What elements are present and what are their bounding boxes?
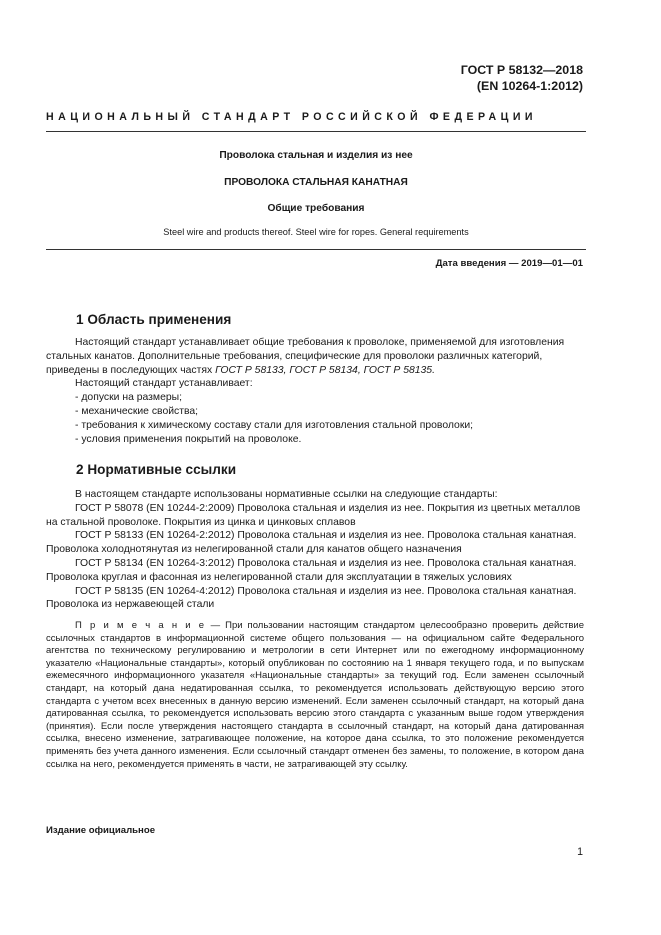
section-2-body (46, 488, 584, 612)
section-1-para-1-refs: ГОСТ Р 58133, ГОСТ Р 58134, ГОСТ Р 58135. (215, 364, 435, 376)
gost-number-line2: (EN 10264-1:2012) (476, 79, 583, 93)
introduction-date: Дата введения — 2019—01—01 (435, 258, 583, 269)
list-item: - допуски на размеры; (75, 392, 182, 404)
title-group: Проволока стальная и изделия из нее (219, 150, 413, 161)
section-1-heading: 1 Область применения (76, 312, 232, 327)
section-1-para-1 (46, 336, 584, 377)
note (46, 620, 584, 771)
list-item: - условия применения покрытий на проволоке. (75, 433, 302, 445)
note-text: — При пользовании настоящим стандартом целесообразно проверить действие ссылочных стандартов в информационной системе общего пользования — на официальном сайте Федерального агентства по техническому регулированию и метрологии в сети Интернет или по ежегодному информационному указателю «Национальные стандарты», который опубликован по состоянию на 1 января текущего года, и по выпускам ежемесячного информационного указателя «Национальные стандарты» за текущий год. Если заменен ссылочный стандарт, на который дана недатированная ссылка, то рекомендуется использовать действующую версию этого стандарта с учетом всех внесенных в данную версию изменений. Если заменен ссылочный стандарт, на который дана датированная ссылка, то рекомендуется использовать версию этого стандарта с указанным выше годом утверждения (принятия). Если после утверждения настоящего стандарта в ссылочный стандарт, на который дана датированная ссылка, внесено изменение, затрагивающее положение, на которое дана ссылка, то это положение рекомендуется применять без учета данного изменения. Если ссылочный стандарт отменен без замены, то положение, в котором дана ссылка на него, рекомендуется применять в части, не затрагивающей эту ссылку. (46, 620, 584, 770)
section-1-para-2: Настоящий стандарт устанавливает: (75, 378, 253, 390)
official-edition-label: Издание официальное (46, 825, 156, 836)
section-2-heading: 2 Нормативные ссылки (76, 462, 237, 477)
note-label: П р и м е ч а н и е (75, 620, 206, 631)
gost-number-line1: ГОСТ Р 58132—2018 (460, 63, 583, 77)
reference-item: ГОСТ Р 58134 (EN 10264-3:2012) Проволока стальная и изделия из нее. Проволока стальная канатная. Проволока круглая и фасонная из нелегированной стали для эксплуатации в тяжелых условиях (46, 557, 577, 583)
title-english: Steel wire and products thereof. Steel wire for ropes. General requirements (163, 227, 469, 237)
section-1-para-1-text: Настоящий стандарт устанавливает общие требования к проволоке, применяемой для изготовления стальных канатов. Дополнительные требования, специфические для проволоки различных категорий, приведены в последующих частях (46, 337, 565, 376)
gost-number (461, 62, 583, 94)
national-standard-heading: НАЦИОНАЛЬНЫЙ СТАНДАРТ РОССИЙСКОЙ ФЕДЕРАЦИИ (46, 111, 537, 123)
reference-item: ГОСТ Р 58135 (EN 10264-4:2012) Проволока стальная и изделия из нее. Проволока стальная канатная. Проволока из нержавеющей стали (46, 585, 577, 611)
section-2-intro: В настоящем стандарте использованы нормативные ссылки на следующие стандарты: (75, 489, 498, 500)
page-number: 1 (577, 846, 583, 858)
header-divider (46, 131, 586, 132)
list-item: - требования к химическому составу стали для изготовления стальной проволоки; (75, 419, 474, 431)
title-sub: Общие требования (267, 203, 365, 214)
section-1-body (46, 336, 584, 446)
title-divider (46, 249, 586, 250)
title-main: ПРОВОЛОКА СТАЛЬНАЯ КАНАТНАЯ (224, 177, 408, 188)
list-item: - механические свойства; (75, 405, 199, 417)
reference-item: ГОСТ Р 58133 (EN 10264-2:2012) Проволока стальная и изделия из нее. Проволока стальная канатная. Проволока холоднотянутая из нелегированной стали для канатов общего назначения (46, 530, 577, 556)
reference-item: ГОСТ Р 58078 (EN 10244-2:2009) Проволока стальная и изделия из нее. Покрытия из цветных металлов на стальной проволоке. Покрытия из цинка и цинковых сплавов (46, 502, 581, 528)
